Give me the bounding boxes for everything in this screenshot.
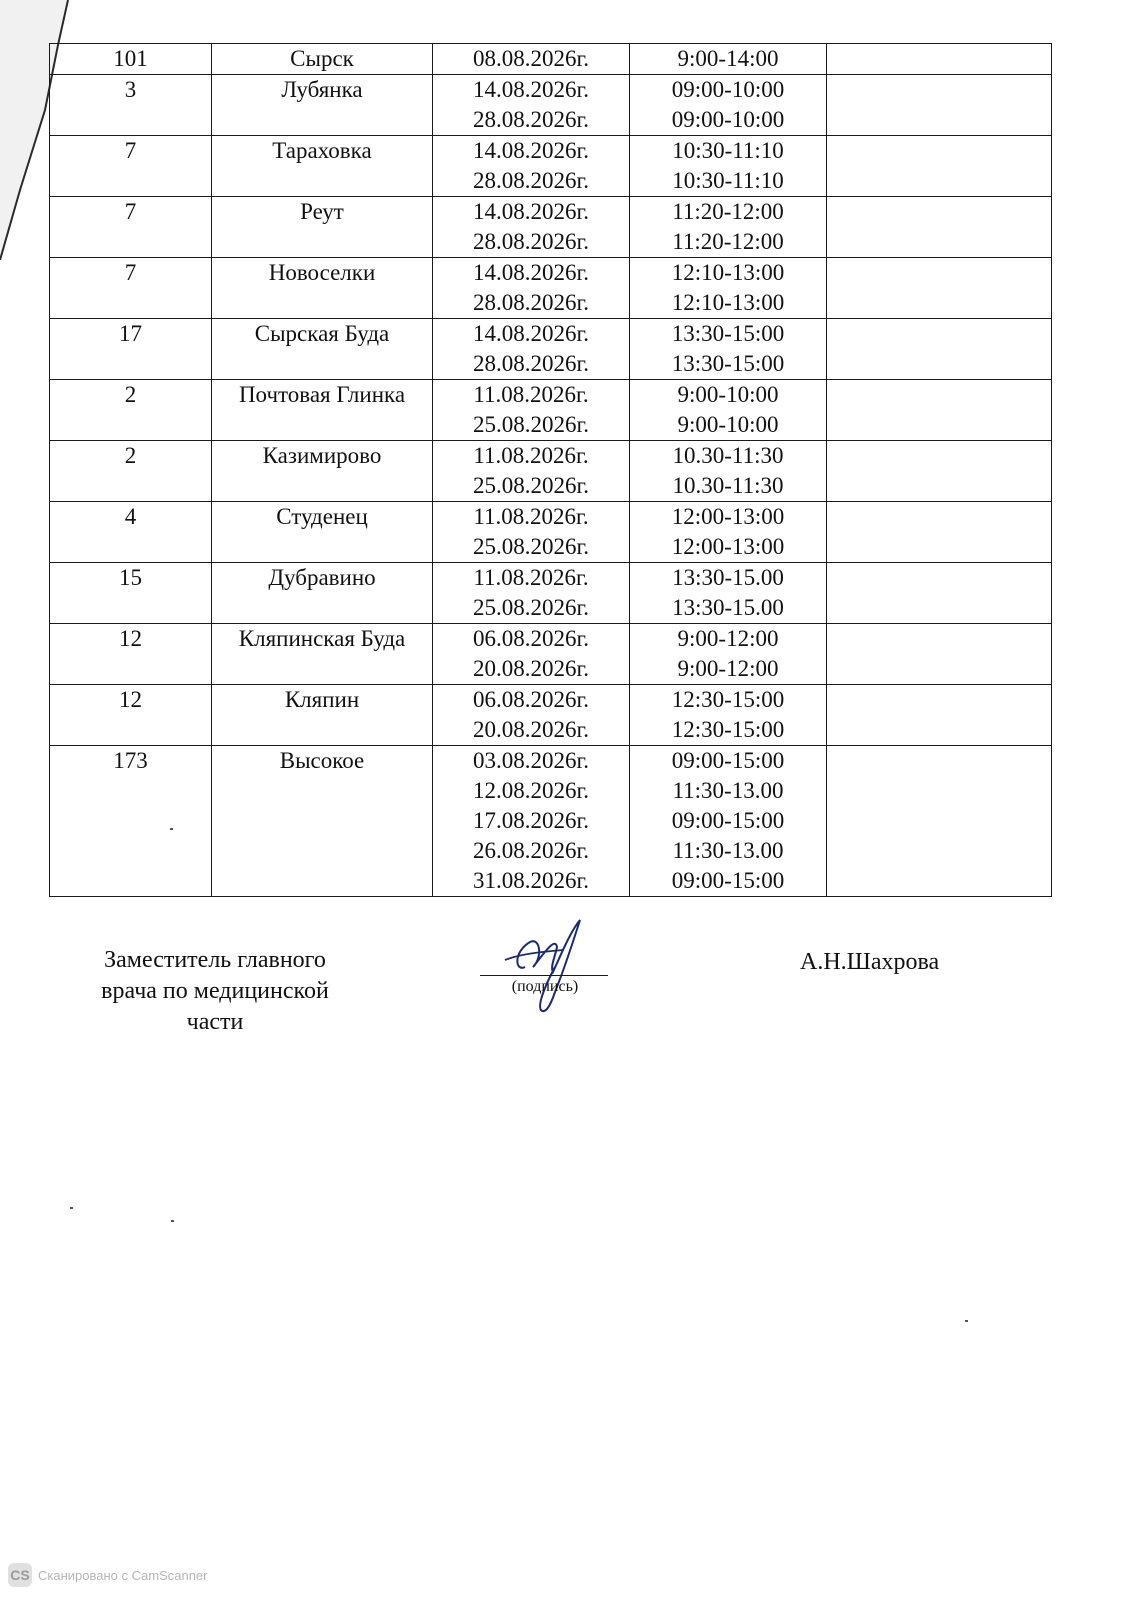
time-value: 09:00-10:00 <box>671 77 785 102</box>
count-value: 7 <box>124 199 137 224</box>
settlement-name: Почтовая Глинка <box>238 382 406 407</box>
time-value: 09:00-15:00 <box>671 748 785 773</box>
time-value: 9:00-12:00 <box>677 626 779 651</box>
time-value: 9:00-10:00 <box>677 382 779 407</box>
date-value: 14.08.2026г. <box>472 138 590 163</box>
dates-cell <box>433 44 630 75</box>
settlement-name: Дубравино <box>268 565 376 590</box>
dates-cell <box>433 624 630 685</box>
table-row <box>50 441 1052 502</box>
time-value: 11:30-13.00 <box>672 778 784 803</box>
table-row <box>50 380 1052 441</box>
count-cell <box>50 136 212 197</box>
time-value: 11:20-12:00 <box>672 229 784 254</box>
dates-cell <box>433 319 630 380</box>
count-value: 7 <box>124 138 137 163</box>
times-cell <box>630 502 827 563</box>
dates-cell <box>433 502 630 563</box>
table-row <box>50 75 1052 136</box>
time-value: 9:00-14:00 <box>677 46 779 71</box>
time-value: 9:00-10:00 <box>677 412 779 437</box>
times-cell <box>630 380 827 441</box>
date-value: 12.08.2026г. <box>472 778 590 803</box>
table-row <box>50 319 1052 380</box>
time-value: 09:00-15:00 <box>671 808 785 833</box>
date-value: 11.08.2026г. <box>473 565 589 590</box>
dates-cell <box>433 441 630 502</box>
settlement-name: Новоселки <box>268 260 376 285</box>
count-value: 12 <box>119 626 142 651</box>
signature-block <box>475 912 615 1022</box>
settlement-name: Казимирово <box>262 443 382 468</box>
settlement-cell <box>212 197 433 258</box>
notes-cell <box>827 502 1052 563</box>
notes-cell <box>827 197 1052 258</box>
settlement-cell <box>212 563 433 624</box>
settlement-cell <box>212 380 433 441</box>
table-row <box>50 624 1052 685</box>
time-value: 13:30-15.00 <box>672 565 784 590</box>
date-value: 25.08.2026г. <box>472 473 590 498</box>
count-cell <box>50 197 212 258</box>
date-value: 20.08.2026г. <box>472 717 590 742</box>
position-line: Заместитель главного <box>104 947 326 973</box>
date-value: 14.08.2026г. <box>472 77 590 102</box>
position-line: врача по медицинской <box>101 978 329 1004</box>
dates-cell <box>433 258 630 319</box>
notes-cell <box>827 319 1052 380</box>
table-row <box>50 136 1052 197</box>
settlement-cell <box>212 502 433 563</box>
notes-cell <box>827 136 1052 197</box>
time-value: 10:30-11:10 <box>672 138 784 163</box>
times-cell <box>630 441 827 502</box>
time-value: 10.30-11:30 <box>672 443 784 468</box>
settlement-name: Лубянка <box>281 77 363 102</box>
notes-cell <box>827 441 1052 502</box>
time-value: 12:00-13:00 <box>671 534 785 559</box>
date-value: 11.08.2026г. <box>473 443 589 468</box>
signatory-name: А.Н.Шахрова <box>800 949 940 975</box>
settlement-cell <box>212 136 433 197</box>
time-value: 12:00-13:00 <box>671 504 785 529</box>
settlement-name: Высокое <box>279 748 365 773</box>
times-cell <box>630 624 827 685</box>
dates-cell <box>433 136 630 197</box>
times-cell <box>630 75 827 136</box>
count-cell <box>50 685 212 746</box>
time-value: 10:30-11:10 <box>672 168 784 193</box>
settlement-cell <box>212 441 433 502</box>
date-value: 03.08.2026г. <box>472 748 590 773</box>
settlement-cell <box>212 75 433 136</box>
time-value: 12:10-13:00 <box>671 290 785 315</box>
signatory-position <box>60 945 370 1038</box>
date-value: 06.08.2026г. <box>472 626 590 651</box>
dates-cell <box>433 563 630 624</box>
count-value: 4 <box>124 504 137 529</box>
signature-line <box>480 975 608 976</box>
settlement-name: Сырск <box>290 46 354 71</box>
time-value: 9:00-12:00 <box>677 656 779 681</box>
count-cell <box>50 319 212 380</box>
settlement-name: Тараховка <box>272 138 372 163</box>
count-value: 2 <box>124 382 137 407</box>
count-cell <box>50 624 212 685</box>
count-value: 2 <box>124 443 137 468</box>
handwritten-signature <box>485 912 605 1017</box>
notes-cell <box>827 685 1052 746</box>
dates-cell <box>433 75 630 136</box>
time-value: 12:10-13:00 <box>671 260 785 285</box>
notes-cell <box>827 624 1052 685</box>
time-value: 13:30-15:00 <box>671 321 785 346</box>
notes-cell <box>827 746 1052 897</box>
date-value: 14.08.2026г. <box>472 321 590 346</box>
date-value: 28.08.2026г. <box>472 351 590 376</box>
camscanner-text: Сканировано с CamScanner <box>38 1567 208 1583</box>
date-value: 11.08.2026г. <box>473 382 589 407</box>
signature-caption: (подпись) <box>511 978 579 995</box>
count-value: 7 <box>124 260 137 285</box>
time-value: 13:30-15:00 <box>671 351 785 376</box>
dates-cell <box>433 197 630 258</box>
date-value: 14.08.2026г. <box>472 199 590 224</box>
count-cell <box>50 502 212 563</box>
times-cell <box>630 563 827 624</box>
times-cell <box>630 258 827 319</box>
date-value: 31.08.2026г. <box>472 868 590 893</box>
settlement-cell <box>212 319 433 380</box>
count-cell <box>50 380 212 441</box>
date-value: 14.08.2026г. <box>472 260 590 285</box>
time-value: 12:30-15:00 <box>671 717 785 742</box>
count-cell <box>50 563 212 624</box>
time-value: 11:20-12:00 <box>672 199 784 224</box>
date-value: 25.08.2026г. <box>472 534 590 559</box>
notes-cell <box>827 75 1052 136</box>
count-value: 15 <box>119 565 142 590</box>
count-cell <box>50 441 212 502</box>
settlement-cell <box>212 44 433 75</box>
scan-speck <box>965 1320 968 1322</box>
settlement-name: Студенец <box>276 504 368 529</box>
count-value: 101 <box>113 46 148 71</box>
date-value: 25.08.2026г. <box>472 595 590 620</box>
table-row <box>50 685 1052 746</box>
count-cell <box>50 75 212 136</box>
time-value: 10.30-11:30 <box>672 473 784 498</box>
time-value: 13:30-15.00 <box>672 595 784 620</box>
time-value: 09:00-15:00 <box>671 868 785 893</box>
date-value: 28.08.2026г. <box>472 229 590 254</box>
settlement-name: Кляпинская Буда <box>238 626 406 651</box>
scan-speck <box>170 828 173 830</box>
times-cell <box>630 136 827 197</box>
count-value: 17 <box>119 321 142 346</box>
times-cell <box>630 319 827 380</box>
table-row <box>50 258 1052 319</box>
times-cell <box>630 685 827 746</box>
time-value: 09:00-10:00 <box>671 107 785 132</box>
notes-cell <box>827 258 1052 319</box>
notes-cell <box>827 380 1052 441</box>
time-value: 12:30-15:00 <box>671 687 785 712</box>
dates-cell <box>433 746 630 897</box>
table-row <box>50 746 1052 897</box>
date-value: 20.08.2026г. <box>472 656 590 681</box>
notes-cell <box>827 563 1052 624</box>
date-value: 28.08.2026г. <box>472 168 590 193</box>
times-cell <box>630 44 827 75</box>
dates-cell <box>433 380 630 441</box>
times-cell <box>630 746 827 897</box>
dates-cell <box>433 685 630 746</box>
settlement-cell <box>212 746 433 897</box>
settlement-name: Реут <box>300 199 344 224</box>
table-row <box>50 197 1052 258</box>
settlement-name: Сырская Буда <box>254 321 390 346</box>
camscanner-logo: CS <box>8 1563 32 1587</box>
settlement-name: Кляпин <box>284 687 360 712</box>
count-value: 12 <box>119 687 142 712</box>
times-cell <box>630 197 827 258</box>
date-value: 28.08.2026г. <box>472 290 590 315</box>
settlement-cell <box>212 685 433 746</box>
table-row <box>50 563 1052 624</box>
date-value: 11.08.2026г. <box>473 504 589 529</box>
notes-cell <box>827 44 1052 75</box>
scan-speck <box>70 1207 73 1209</box>
date-value: 28.08.2026г. <box>472 107 590 132</box>
settlement-cell <box>212 624 433 685</box>
count-value: 173 <box>113 748 148 773</box>
count-cell <box>50 746 212 897</box>
table-row <box>50 502 1052 563</box>
date-value: 06.08.2026г. <box>472 687 590 712</box>
settlement-cell <box>212 258 433 319</box>
position-line: части <box>186 1009 244 1035</box>
count-cell <box>50 258 212 319</box>
date-value: 08.08.2026г. <box>472 46 590 71</box>
date-value: 26.08.2026г. <box>472 838 590 863</box>
camscanner-watermark <box>8 1562 207 1588</box>
schedule-table <box>49 43 1052 897</box>
table-row <box>50 44 1052 75</box>
count-cell <box>50 44 212 75</box>
date-value: 17.08.2026г. <box>472 808 590 833</box>
time-value: 11:30-13.00 <box>672 838 784 863</box>
date-value: 25.08.2026г. <box>472 412 590 437</box>
scan-speck <box>171 1220 174 1222</box>
count-value: 3 <box>124 77 137 102</box>
